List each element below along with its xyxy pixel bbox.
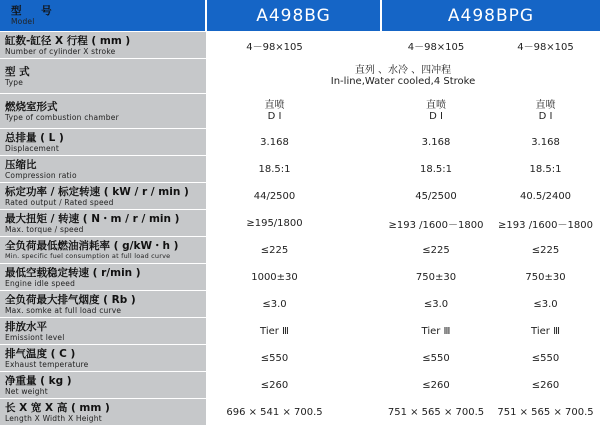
cell-value: 750±30 [491, 264, 600, 291]
row-label-cn: 缸数-缸径 X 行程 ( mm ) [5, 34, 131, 47]
cell-value: 直喷 D I [381, 94, 491, 129]
table-row [0, 345, 600, 372]
cell-value: ≤550 [381, 345, 491, 372]
cell-value: 18.5:1 [491, 156, 600, 183]
cell-value: 18.5:1 [206, 156, 381, 183]
cell-value: 直喷 D I [206, 94, 381, 129]
cell-value: 4－98×105 [381, 32, 491, 59]
row-label-en: Exhaust temperature [5, 359, 89, 369]
cell-value: 40.5/2400 [491, 183, 600, 210]
row-label-en: Compression ratio [5, 170, 77, 180]
table-row [0, 291, 600, 318]
row-label-cn: 型 式 [5, 65, 30, 78]
table-row [0, 129, 600, 156]
model-label-cell [0, 0, 206, 32]
row-label-cn: 标定功率 / 标定转速 ( kW / r / min ) [5, 185, 189, 198]
row-label-cn: 最低空载稳定转速 ( r/min ) [5, 266, 141, 279]
model-label-en: Model [11, 17, 35, 26]
cell-value: 3.168 [206, 129, 381, 156]
model-a498bg: A498BG [206, 0, 381, 32]
cell-value: 44/2500 [206, 183, 381, 210]
cell-value: 3.168 [381, 129, 491, 156]
row-label-cn: 压缩比 [5, 158, 37, 171]
cell-value: 直喷 D I [491, 94, 600, 129]
row-label-en: Rated output / Rated speed [5, 197, 114, 207]
row-label-en: Type [5, 77, 24, 87]
cell-value: Tier Ⅲ [206, 318, 381, 345]
row-label-en: Max. torque / speed [5, 224, 84, 234]
cell-value: 45/2500 [381, 183, 491, 210]
cell-value: 750±30 [381, 264, 491, 291]
cell-value: 18.5:1 [381, 156, 491, 183]
row-label-en: Engine idle speed [5, 278, 76, 288]
cell-value: 4－98×105 [206, 32, 381, 59]
cell-value: ≤260 [381, 372, 491, 399]
table-row [0, 59, 600, 94]
table-row [0, 183, 600, 210]
row-label-en: Displacement [5, 143, 59, 153]
row-label-en: Max. somke at full load curve [5, 305, 122, 315]
cell-value: 1000±30 [206, 264, 381, 291]
cell-value: ≤550 [206, 345, 381, 372]
table-row [0, 237, 600, 264]
model-a498bpg: A498BPG [381, 0, 600, 32]
cell-value: Tier Ⅲ [381, 318, 491, 345]
row-label-cn: 净重量 ( kg ) [5, 374, 72, 387]
table-row [0, 32, 600, 59]
row-label-cn: 最大扭矩 / 转速 ( N・m / r / min ) [5, 212, 180, 225]
row-label-cn: 全负荷最低燃油消耗率 ( g/kW・h ) [5, 239, 179, 252]
table-row [0, 318, 600, 345]
cell-value: 3.168 [491, 129, 600, 156]
row-label-en: Emissiont level [5, 332, 65, 342]
table-row [0, 210, 600, 237]
table-row [0, 399, 600, 426]
table-row [0, 94, 600, 129]
cell-value: ≥193 /1600－1800 [381, 210, 491, 237]
cell-value: 696 × 541 × 700.5 [206, 399, 381, 426]
row-label-cn: 全负荷最大排气烟度 ( Rb ) [5, 293, 136, 306]
type-value-cn: 直列 、水冷 、四冲程 [354, 65, 452, 76]
cell-value: 751 × 565 × 700.5 [381, 399, 491, 426]
cell-value: Tier Ⅲ [491, 318, 600, 345]
row-label-en: Net weight [5, 386, 48, 396]
row-label-en: Number of cylinder X stroke [5, 46, 116, 56]
cell-value: 751 × 565 × 700.5 [491, 399, 600, 426]
cell-value: ≤225 [491, 237, 600, 264]
table-row [0, 264, 600, 291]
header-row [0, 0, 600, 32]
row-label-cn: 排放水平 [5, 320, 47, 333]
cell-value: ≤3.0 [381, 291, 491, 318]
row-label-en: Type of combustion chamber [5, 112, 119, 122]
model-label-cn: 型 号 [11, 5, 60, 17]
cell-value: ≥195/1800 [206, 210, 381, 237]
cell-value: ≤550 [491, 345, 600, 372]
row-label-cn: 长 X 宽 X 高 ( mm ) [5, 401, 110, 414]
row-label-cn: 总排量 ( L ) [5, 131, 64, 144]
cell-value: ≥193 /1600－1800 [491, 210, 600, 237]
merged-value-cell [206, 59, 600, 94]
cell-value: ≤260 [491, 372, 600, 399]
row-label-cn: 排气温度 ( C ) [5, 347, 76, 360]
cell-value: ≤225 [206, 237, 381, 264]
table-row [0, 372, 600, 399]
cell-value: ≤260 [206, 372, 381, 399]
cell-value: ≤225 [381, 237, 491, 264]
row-label-en: Length X Width X Height [5, 413, 102, 423]
cell-value: ≤3.0 [206, 291, 381, 318]
table-row [0, 156, 600, 183]
cell-value: ≤3.0 [491, 291, 600, 318]
type-value-en: In-line,Water cooled,4 Stroke [330, 76, 476, 87]
row-label-en: Min. specific fuel consumption at full load curve [5, 251, 171, 260]
cell-value: 4－98×105 [491, 32, 600, 59]
row-label-cn: 燃烧室形式 [5, 100, 58, 113]
